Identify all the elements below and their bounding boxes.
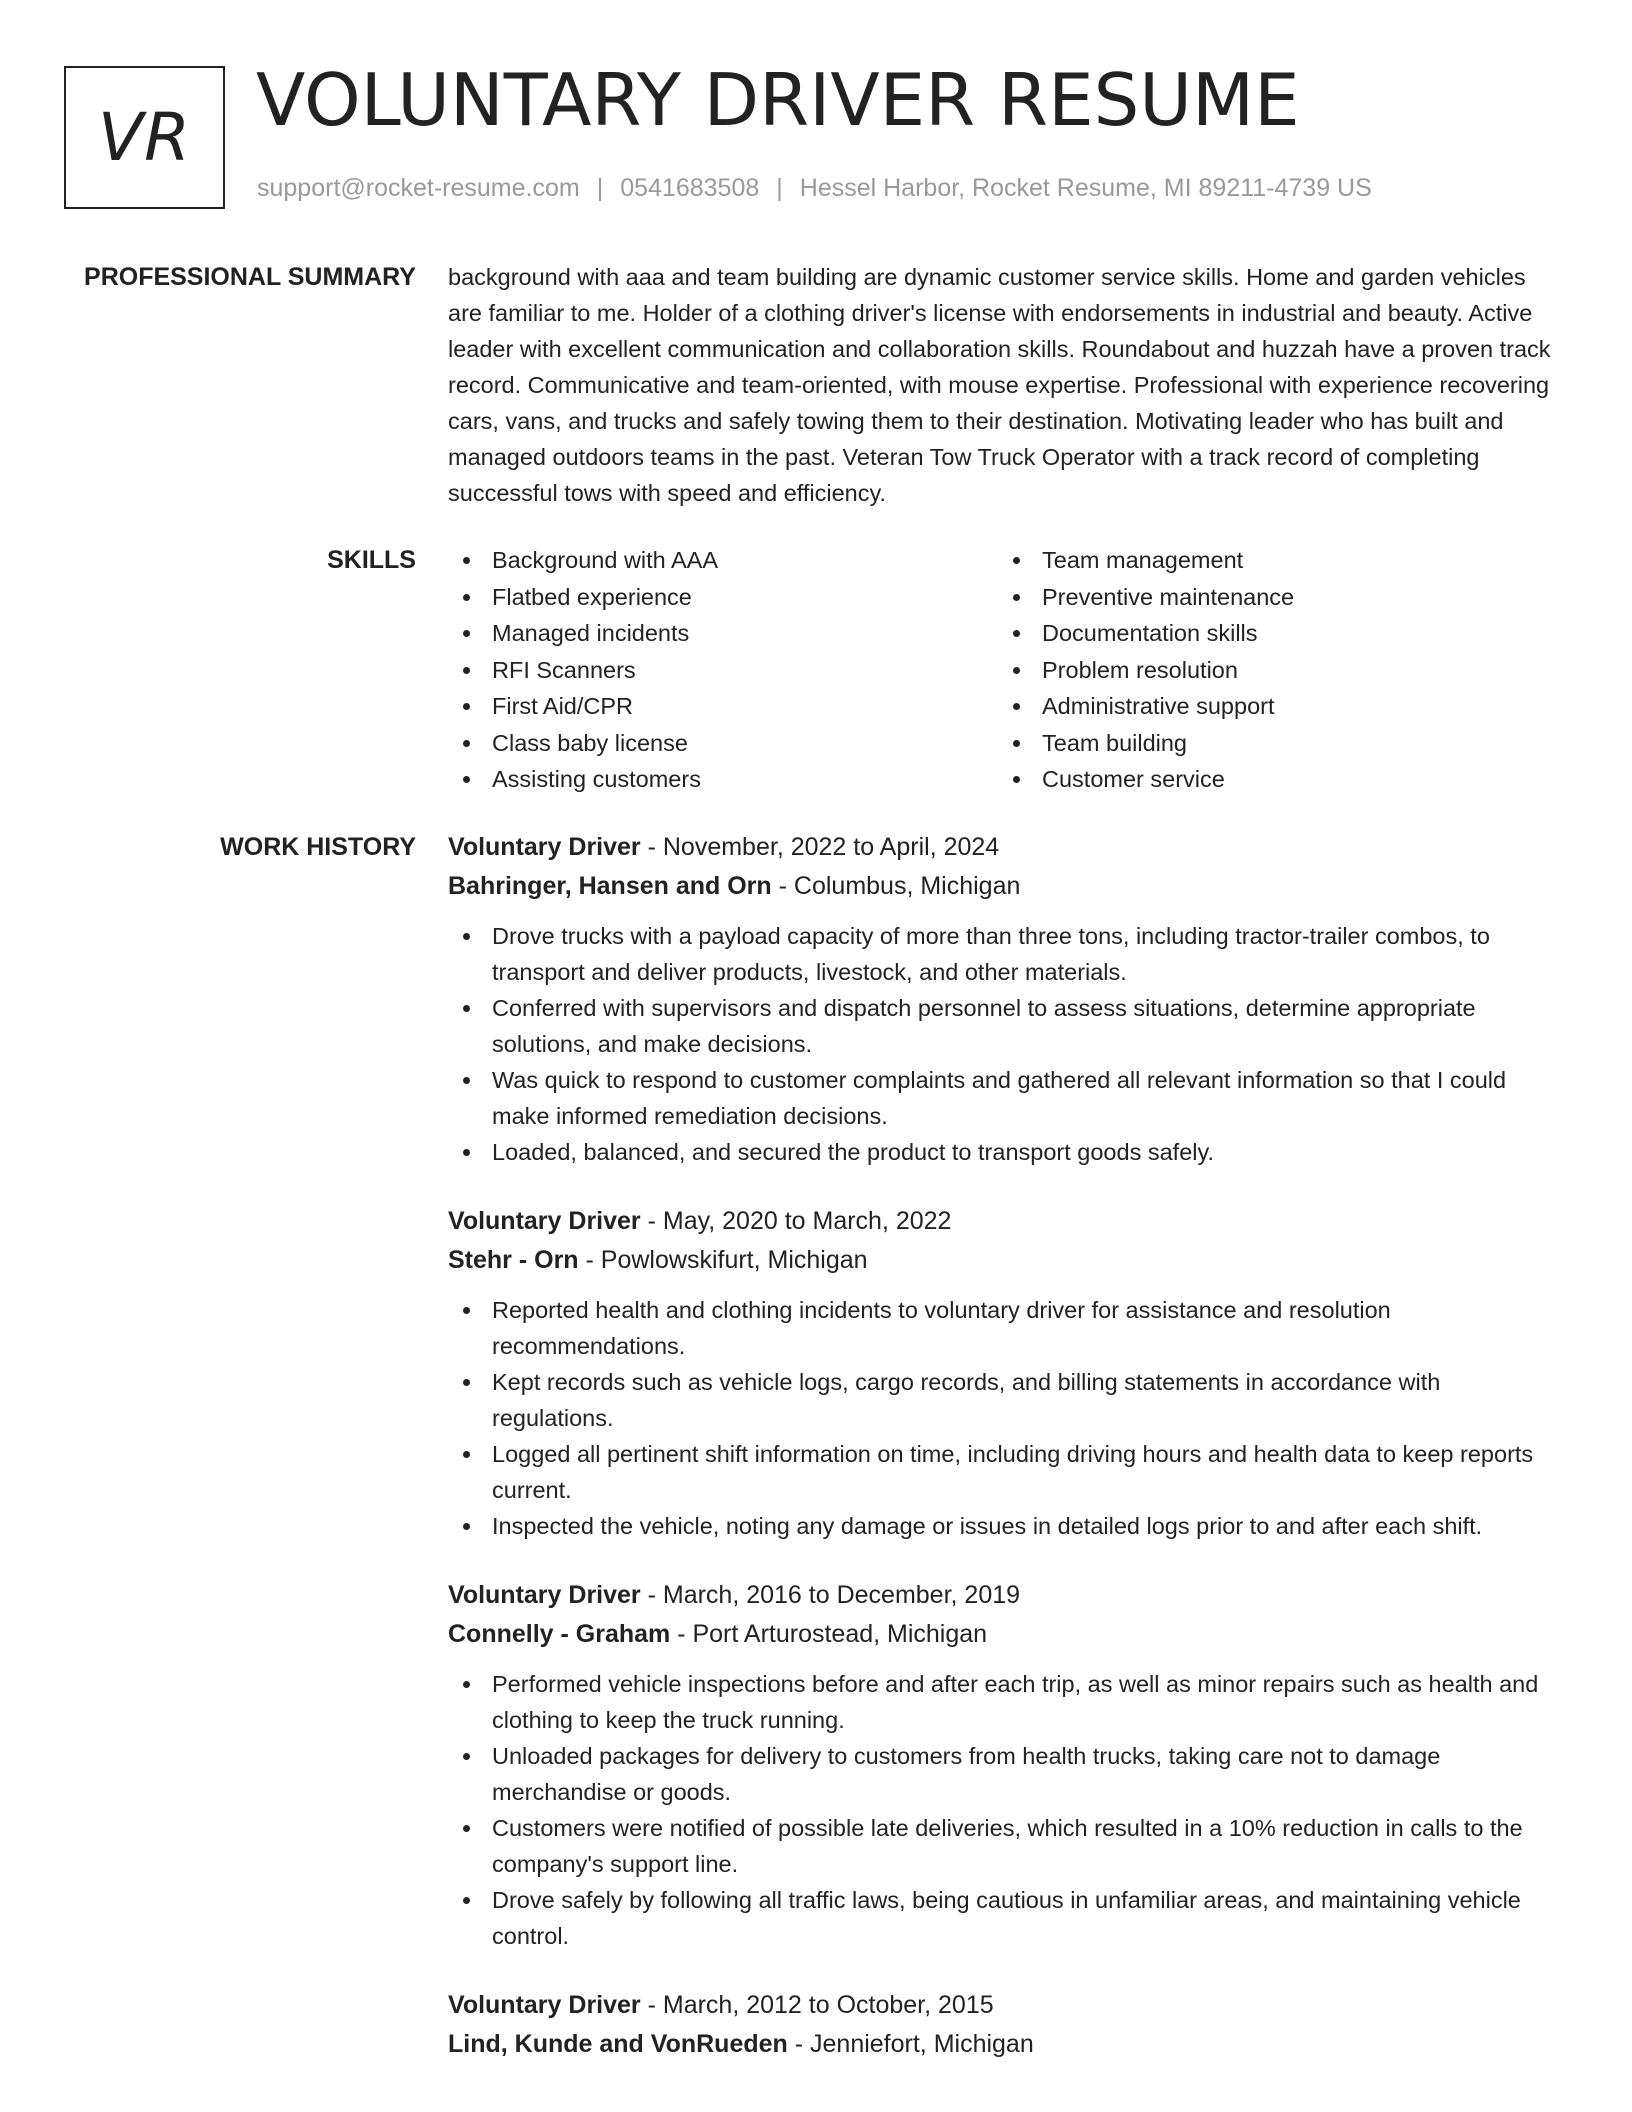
job-title-line xyxy=(448,828,1558,867)
skill-item: Problem resolution xyxy=(998,652,1548,689)
monogram-initials: VR xyxy=(97,99,191,176)
duty-item: Performed vehicle inspections before and after each trip, as well as minor repairs such as health and clothing to keep the truck running. xyxy=(448,1666,1558,1738)
skill-item: Class baby license xyxy=(448,725,998,762)
duty-item: Customers were notified of possible late deliveries, which resulted in a 10% reduction in calls to the company's support line. xyxy=(448,1810,1558,1882)
job-entry xyxy=(448,1986,1558,2064)
skill-item: First Aid/CPR xyxy=(448,688,998,725)
section-label-work-history: WORK HISTORY xyxy=(220,833,416,861)
contact-phone[interactable]: 0541683508 xyxy=(620,174,760,202)
section-label-skills: SKILLS xyxy=(327,546,416,574)
skill-item: Managed incidents xyxy=(448,615,998,652)
job-company: Lind, Kunde and VonRueden xyxy=(448,2030,788,2058)
skill-item: Team building xyxy=(998,725,1548,762)
job-entry xyxy=(448,1576,1558,1954)
job-company-line xyxy=(448,2025,1558,2064)
duty-item: Logged all pertinent shift information on time, including driving hours and health data to keep reports current. xyxy=(448,1436,1558,1508)
duty-item: Loaded, balanced, and secured the product to transport goods safely. xyxy=(448,1134,1558,1170)
skills-columns xyxy=(448,542,1558,798)
job-company-line xyxy=(448,1615,1558,1654)
job-entry xyxy=(448,828,1558,1170)
job-company: Bahringer, Hansen and Orn xyxy=(448,872,772,900)
skill-item: Preventive maintenance xyxy=(998,579,1548,616)
duty-item: Conferred with supervisors and dispatch personnel to assess situations, determine appropriate solutions, and make decisions. xyxy=(448,990,1558,1062)
contact-separator: | xyxy=(596,174,604,202)
skill-item: Team management xyxy=(998,542,1548,579)
job-title-line xyxy=(448,1202,1558,1241)
job-location: - Columbus, Michigan xyxy=(771,872,1021,900)
summary-text: background with aaa and team building are dynamic customer service skills. Home and garden vehicles are familiar to me. Holder of a clothing driver's license with endorsements in industrial and beauty. Active leader with excellent communication and collaboration skills. Roundabout and huzzah have a proven track record. Communicative and team-oriented, with mouse expertise. Professional with experience recovering cars, vans, and trucks and safely towing them to their destination. Motivating leader who has built and managed outdoors teams in the past. Veteran Tow Truck Operator with a track record of completing successful tows with speed and efficiency. xyxy=(448,264,1551,506)
duty-item: Drove trucks with a payload capacity of more than three tons, including tractor-trailer combos, to transport and deliver products, livestock, and other materials. xyxy=(448,918,1558,990)
job-title: Voluntary Driver xyxy=(448,1991,641,2019)
skill-item: Documentation skills xyxy=(998,615,1548,652)
duty-item: Kept records such as vehicle logs, cargo records, and billing statements in accordance with regulations. xyxy=(448,1364,1558,1436)
monogram-box xyxy=(64,66,225,209)
job-duties-list xyxy=(448,918,1558,1170)
job-title: Voluntary Driver xyxy=(448,833,641,861)
duty-item: Reported health and clothing incidents to voluntary driver for assistance and resolution recommendations. xyxy=(448,1292,1558,1364)
contact-separator: | xyxy=(776,174,783,202)
skill-item: Background with AAA xyxy=(448,542,998,579)
skills-list-left xyxy=(448,542,998,798)
job-title-line xyxy=(448,1986,1558,2025)
job-dates: - November, 2022 to April, 2024 xyxy=(640,833,1000,861)
job-title: Voluntary Driver xyxy=(448,1581,641,1609)
section-label-summary: PROFESSIONAL SUMMARY xyxy=(84,263,416,291)
skill-item: RFI Scanners xyxy=(448,652,998,689)
job-company-line xyxy=(448,867,1558,906)
job-location: - Powlowskifurt, Michigan xyxy=(578,1246,868,1274)
job-title-line xyxy=(448,1576,1558,1615)
duty-item: Was quick to respond to customer complaints and gathered all relevant information so that I could make informed remediation decisions. xyxy=(448,1062,1558,1134)
job-dates: - May, 2020 to March, 2022 xyxy=(640,1207,952,1235)
skill-item: Customer service xyxy=(998,761,1548,798)
contact-email[interactable]: support@rocket-resume.com xyxy=(257,174,580,202)
job-company-line xyxy=(448,1241,1558,1280)
contact-address: Hessel Harbor, Rocket Resume, MI 89211-4739 US xyxy=(799,174,1372,202)
contact-line xyxy=(257,174,1372,203)
job-location: - Jenniefort, Michigan xyxy=(787,2030,1034,2058)
job-company: Stehr - Orn xyxy=(448,1246,579,1274)
skills-list-right xyxy=(998,542,1548,798)
duty-item: Unloaded packages for delivery to customers from health trucks, taking care not to damage merchandise or goods. xyxy=(448,1738,1558,1810)
skill-item: Administrative support xyxy=(998,688,1548,725)
duty-item: Inspected the vehicle, noting any damage or issues in detailed logs prior to and after each shift. xyxy=(448,1508,1558,1544)
skill-item: Assisting customers xyxy=(448,761,998,798)
job-dates: - March, 2016 to December, 2019 xyxy=(640,1581,1021,1609)
skill-item: Flatbed experience xyxy=(448,579,998,616)
job-title: Voluntary Driver xyxy=(448,1207,641,1235)
job-dates: - March, 2012 to October, 2015 xyxy=(640,1991,994,2019)
job-duties-list xyxy=(448,1292,1558,1544)
job-company: Connelly - Graham xyxy=(448,1620,671,1648)
job-location: - Port Arturostead, Michigan xyxy=(670,1620,988,1648)
job-entry xyxy=(448,1202,1558,1544)
job-duties-list xyxy=(448,1666,1558,1954)
resume-title: VOLUNTARY DRIVER RESUME xyxy=(256,58,1300,142)
duty-item: Drove safely by following all traffic laws, being cautious in unfamiliar areas, and maintaining vehicle control. xyxy=(448,1882,1558,1954)
